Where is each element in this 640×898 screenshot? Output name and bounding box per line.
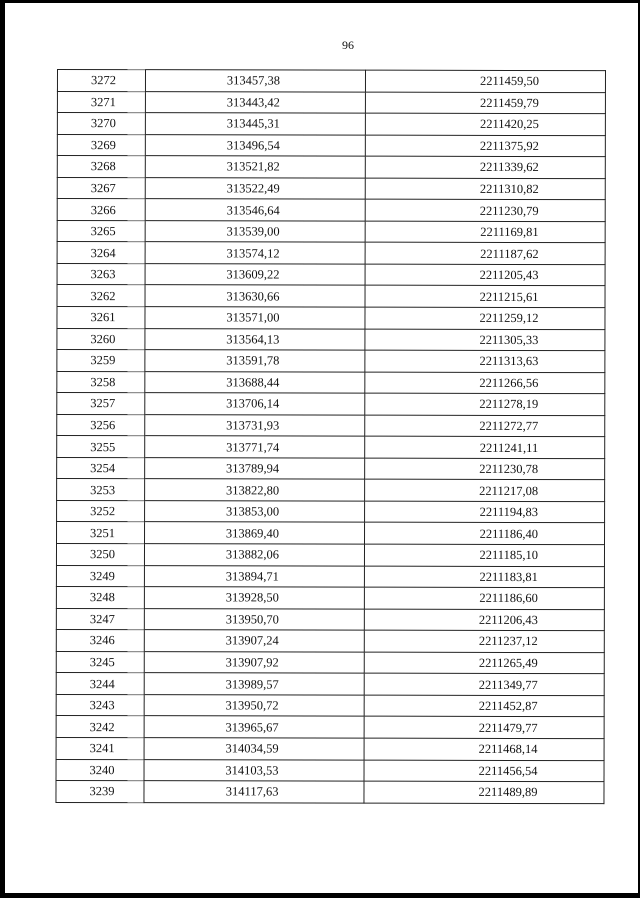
x-coordinate-cell: 313989,57 [144,673,364,695]
point-number-cell: 3267 [57,177,145,199]
y-coordinate-cell: 2211266,56 [365,372,605,394]
table-row [56,759,604,782]
point-number-cell: 3252 [57,500,145,522]
scan-edge-top [0,0,640,3]
table-row [57,307,605,330]
y-coordinate-cell: 2211185,10 [364,544,604,566]
point-number-cell: 3256 [57,414,145,436]
table-row [57,436,605,459]
x-coordinate-cell: 313882,06 [144,544,364,566]
point-number-cell: 3247 [56,608,144,630]
x-coordinate-cell: 314117,63 [144,781,364,803]
table-row [56,694,604,717]
point-number-cell: 3257 [57,393,145,415]
point-number-cell: 3272 [57,70,145,92]
point-number-cell: 3262 [57,285,145,307]
y-coordinate-cell: 2211241,11 [365,436,605,458]
point-number-cell: 3241 [56,737,144,759]
point-number-cell: 3240 [56,759,144,781]
table-row [56,651,604,674]
y-coordinate-cell: 2211194,83 [365,501,605,523]
y-coordinate-cell: 2211468,14 [364,738,604,760]
point-number-cell: 3261 [57,307,145,329]
x-coordinate-cell: 313731,93 [145,414,365,436]
y-coordinate-cell: 2211230,79 [365,199,605,221]
table-row [57,500,605,523]
table-row [56,565,604,588]
point-number-cell: 3242 [56,716,144,738]
y-coordinate-cell: 2211217,08 [365,480,605,502]
x-coordinate-cell: 313521,82 [145,156,365,178]
x-coordinate-cell: 313853,00 [145,501,365,523]
x-coordinate-cell: 313457,38 [145,70,365,92]
table-row [56,608,604,631]
table-row [57,350,605,373]
point-number-cell: 3260 [57,328,145,350]
point-number-cell: 3270 [57,113,145,135]
x-coordinate-cell: 313609,22 [145,264,365,286]
point-number-cell: 3249 [56,565,144,587]
x-coordinate-cell: 313522,49 [145,177,365,199]
table-row [57,134,605,157]
table-row [57,371,605,394]
point-number-cell: 3251 [57,522,145,544]
x-coordinate-cell: 313564,13 [145,328,365,350]
x-coordinate-cell: 313869,40 [145,522,365,544]
page-number: 96 [342,38,354,52]
table-row [57,199,605,222]
x-coordinate-cell: 313574,12 [145,242,365,264]
x-coordinate-cell: 313630,66 [145,285,365,307]
coordinates-table-body [56,70,606,804]
y-coordinate-cell: 2211206,43 [364,609,604,631]
y-coordinate-cell: 2211375,92 [365,135,605,157]
table-row [57,285,605,308]
y-coordinate-cell: 2211230,78 [365,458,605,480]
table-row [56,716,604,739]
y-coordinate-cell: 2211186,40 [365,523,605,545]
y-coordinate-cell: 2211310,82 [365,178,605,200]
x-coordinate-cell: 313688,44 [145,371,365,393]
x-coordinate-cell: 313907,24 [144,630,364,652]
point-number-cell: 3258 [57,371,145,393]
point-number-cell: 3255 [57,436,145,458]
table-row [57,393,605,416]
table-row [57,479,605,502]
table-row [56,630,604,653]
x-coordinate-cell: 313571,00 [145,307,365,329]
point-number-cell: 3244 [56,673,144,695]
x-coordinate-cell: 313928,50 [144,587,364,609]
point-number-cell: 3271 [57,91,145,113]
point-number-cell: 3265 [57,220,145,242]
y-coordinate-cell: 2211452,87 [364,695,604,717]
x-coordinate-cell: 313546,64 [145,199,365,221]
table-row [57,457,605,480]
scan-edge-left [0,0,5,898]
point-number-cell: 3264 [57,242,145,264]
y-coordinate-cell: 2211278,19 [365,393,605,415]
x-coordinate-cell: 313771,74 [145,436,365,458]
y-coordinate-cell: 2211183,81 [364,566,604,588]
y-coordinate-cell: 2211259,12 [365,307,605,329]
x-coordinate-cell: 313907,92 [144,651,364,673]
point-number-cell: 3263 [57,263,145,285]
x-coordinate-cell: 313496,54 [145,134,365,156]
table-row [56,673,604,696]
point-number-cell: 3250 [56,544,144,566]
y-coordinate-cell: 2211215,61 [365,286,605,308]
point-number-cell: 3239 [56,781,144,803]
x-coordinate-cell: 313789,94 [145,458,365,480]
table-row [57,263,605,286]
point-number-cell: 3268 [57,156,145,178]
y-coordinate-cell: 2211237,12 [364,630,604,652]
y-coordinate-cell: 2211265,49 [364,652,604,674]
y-coordinate-cell: 2211459,79 [365,92,605,114]
table-row [57,414,605,437]
x-coordinate-cell: 313443,42 [145,91,365,113]
x-coordinate-cell: 313445,31 [145,113,365,135]
table-row [57,522,605,545]
y-coordinate-cell: 2211313,63 [365,350,605,372]
coordinates-table [55,69,606,804]
y-coordinate-cell: 2211456,54 [364,760,604,782]
point-number-cell: 3254 [57,457,145,479]
x-coordinate-cell: 314103,53 [144,759,364,781]
x-coordinate-cell: 314034,59 [144,738,364,760]
table-row [57,113,605,136]
x-coordinate-cell: 313894,71 [144,565,364,587]
point-number-cell: 3245 [56,651,144,673]
x-coordinate-cell: 313950,72 [144,695,364,717]
point-number-cell: 3253 [57,479,145,501]
point-number-cell: 3259 [57,350,145,372]
table-row [56,737,604,760]
point-number-cell: 3269 [57,134,145,156]
x-coordinate-cell: 313965,67 [144,716,364,738]
y-coordinate-cell: 2211479,77 [364,717,604,739]
table-row [57,91,605,114]
y-coordinate-cell: 2211187,62 [365,243,605,265]
y-coordinate-cell: 2211459,50 [365,70,605,92]
point-number-cell: 3266 [57,199,145,221]
y-coordinate-cell: 2211339,62 [365,156,605,178]
x-coordinate-cell: 313539,00 [145,221,365,243]
table-row [56,544,604,567]
table-row [57,220,605,243]
y-coordinate-cell: 2211205,43 [365,264,605,286]
table-row [57,328,605,351]
x-coordinate-cell: 313706,14 [145,393,365,415]
point-number-cell: 3246 [56,630,144,652]
y-coordinate-cell: 2211305,33 [365,329,605,351]
point-number-cell: 3248 [56,587,144,609]
point-number-cell: 3243 [56,694,144,716]
table-row [57,242,605,265]
scan-edge-bottom [0,893,640,898]
y-coordinate-cell: 2211272,77 [365,415,605,437]
table-row [56,587,604,610]
table-row [57,156,605,179]
y-coordinate-cell: 2211169,81 [365,221,605,243]
table-row [56,781,604,804]
y-coordinate-cell: 2211349,77 [364,673,604,695]
x-coordinate-cell: 313822,80 [145,479,365,501]
table-row [57,177,605,200]
table-row [57,70,605,93]
x-coordinate-cell: 313950,70 [144,608,364,630]
y-coordinate-cell: 2211186,60 [364,587,604,609]
y-coordinate-cell: 2211420,25 [365,113,605,135]
x-coordinate-cell: 313591,78 [145,350,365,372]
y-coordinate-cell: 2211489,89 [364,781,604,803]
